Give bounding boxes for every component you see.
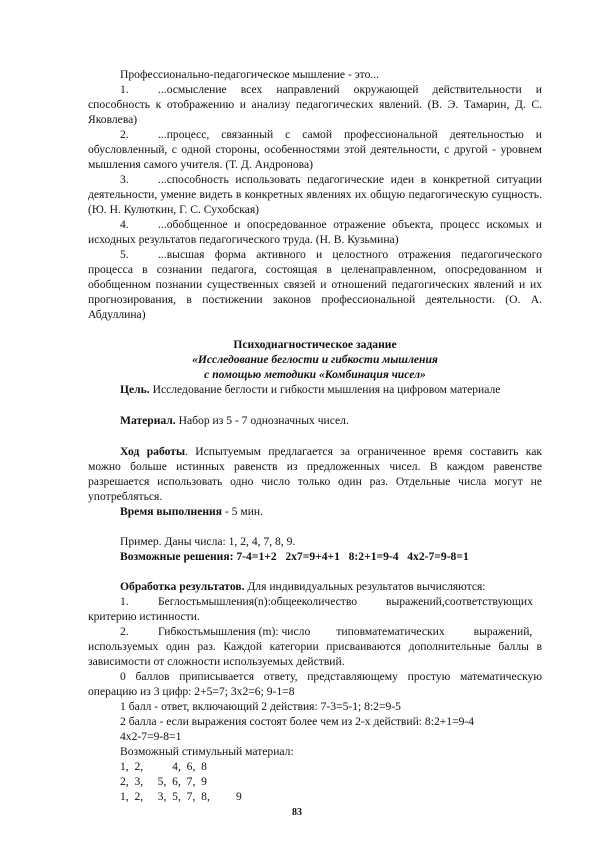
criterion-line: Беглостьмышления(n):общееколичество выражений,соответствующих [158,595,533,608]
intro-item-line: ...осмысление всех направлений окружающей действительности и [158,83,542,96]
stimulus-row: 1, 2, 3, 5, 7, 8, 9 [120,790,242,803]
work-paragraph [120,444,542,459]
stimulus-row: 1, 2, 4, 6, 8 [120,760,207,773]
time-label: Время выполнения [120,505,222,518]
intro-item-line: ...процесс, связанный с самой профессиональной деятельностью и [158,128,542,141]
processing-label: Обработка результатов. [120,580,245,593]
intro-item-line: Яковлева) [88,113,138,126]
criterion-line: зависимости от сложности используемых действий. [88,655,345,668]
material-text: Набор из 5 - 7 однозначных чисел. [175,414,349,427]
criterion-line: критерию истинности. [88,610,200,623]
goal-paragraph [120,382,500,397]
example-line: Пример. Даны числа: 1, 2, 4, 7, 8, 9. [120,535,296,548]
work-line: разрешается использовать одно число только один раз. Отдельные числа могут не [88,475,542,488]
intro-item-line: ...способность использовать педагогические идеи в конкретной ситуации [158,173,542,186]
solutions-line: Возможные решения: 7-4=1+2 2x7=9+4+1 8:2+1=9-4 4x2-7=9-8=1 [120,550,469,563]
intro-item-line: ...обобщенное и опосредованное отражение объекта, процесс искомых и [158,218,542,231]
intro-item-num: 2. [120,128,129,141]
intro-item-line: обобщенном познании существенных связей и отношений педагогических явлений и их [88,278,542,291]
intro-item-line: обусловленный, с одной стороны, особенностями этой деятельности, с другой - уровнем [88,143,542,156]
intro-item-line: прогнозирования, в постижении законов профессиональной деятельности. (О. А. [88,293,542,306]
task-subheading: «Исследование беглости и гибкости мышления [192,353,438,366]
scoring-line: 1 балл - ответ, включающий 2 действия: 7-3=5-1; 8:2=9-5 [120,700,401,713]
scoring-line: операцию из 3 цифр: 2+5=7; 3x2=6; 9-1=8 [88,685,295,698]
material-label: Материал. [120,414,176,427]
scoring-line: 0 баллов приписывается ответу, представляющему простую математическую [120,670,542,683]
work-text: . Испытуемым предлагается за ограниченное время составить как [185,445,542,458]
task-subheading: с помощью методики «Комбинация чисел» [204,368,426,381]
scoring-line: 4x2-7=9-8=1 [120,730,182,743]
intro-item-line: ...высшая форма активного и целостного отражения педагогического [158,248,542,261]
work-label: Ход работы [120,445,186,458]
intro-item-line: мышления самого учителя. (Т. Д. Андронова) [88,158,313,171]
page-number: 83 [292,807,302,818]
intro-item-line: исходных результатов педагогического труда. (Н. В. Кузьмина) [88,233,399,246]
task-heading: Психодиагностическое задание [233,338,397,351]
stimulus-title: Возможный стимульный материал: [120,745,294,758]
material-paragraph [120,413,349,428]
criterion-line: используемых один раз. Каждой категории присваиваются дополнительные баллы в [88,640,542,653]
goal-text: Исследование беглости и гибкости мышления на цифровом материале [149,383,501,396]
time-paragraph [120,504,263,519]
intro-item-line: (Ю. Н. Кулюткин, Г. С. Сухобская) [88,203,260,216]
intro-item-line: Абдуллина) [88,308,146,321]
stimulus-row: 2, 3, 5, 6, 7, 9 [120,775,207,788]
goal-label: Цель. [120,383,150,396]
processing-paragraph [120,579,486,594]
scoring-line: 2 балла - если выражения состоят более чем из 2-х действий: 8:2+1=9-4 [120,715,475,728]
intro-title: Профессионально-педагогическое мышление - это... [120,68,380,81]
intro-item-num: 3. [120,173,129,186]
time-text: - 5 мин. [222,505,263,518]
intro-item-num: 5. [120,248,129,261]
intro-item-num: 1. [120,83,129,96]
work-line: можно больше истинных равенств из предложенных чисел. В каждом равенстве [88,460,542,473]
criterion-line: Гибкостьмышления (m): число типовматематических выражений, [158,625,533,638]
criterion-num: 1. [120,595,129,608]
criterion-num: 2. [120,625,129,638]
intro-item-line: процесса в сознании педагога, состоящая в целенаправленном, опосредованном и [88,263,542,276]
intro-item-num: 4. [120,218,129,231]
work-line: употребляться. [88,490,163,503]
processing-text: Для индивидуальных результатов вычисляются: [244,580,486,593]
intro-item-line: способность к отображению и анализу педагогических явлений. (В. Э. Тамарин, Д. С. [88,98,542,111]
intro-item-line: деятельности, умение видеть в конкретных явлениях их общую педагогическую сущность. [88,188,542,201]
